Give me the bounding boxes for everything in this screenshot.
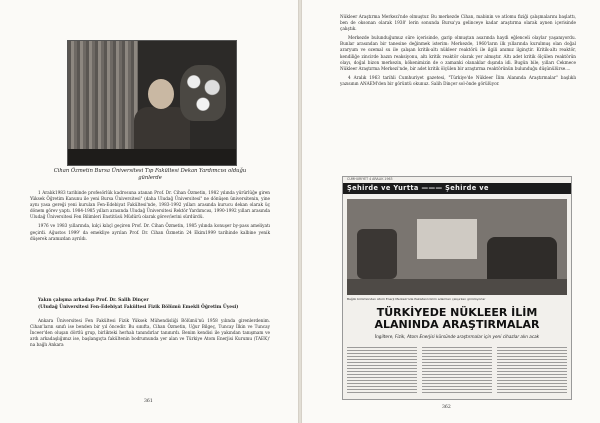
clipping-column [347, 347, 417, 395]
paragraph: Ankara Üniversitesi Fen Fakültesi Fizik Yüksek Mühendisliği Bölümü'nü 1958 yılında girenlerdenim. Cihan'ların sınıfı ise benden bir yıl öncedir. Bu sınıfta, Cihan Özmetin, Uğur Bilgeç, Tuncay İlkin ve Tuncay İnceer'den oluşan dörtlü grup, birlikteki herhalı tanındırlar tanınırdı. Benim kendisi ile yakından tanışmam ve ardı arkadaşlığımız ise, başlangıçta fakültenin bodrumunda yer alan ve Türkiye Atom Enerjisi Kurumu (TAEK)' na bağlı Ankara [30, 318, 270, 348]
page-number: 361 [144, 399, 153, 404]
left-body-text [30, 190, 270, 245]
section-heading: Yakın çalışma arkadaşı Prof. Dr. Salih Dinçer [38, 298, 149, 303]
paragraph: 4 Aralık 1963 tarihli Cumhuriyet gazetesi, "Türkiye'de Nükleer İlim Alanında Araştırmalar" başlıklı yazısının ANAEM'den bir görüntü okunuz. Salih Dinçer sol-önde görülüyor. [340, 74, 576, 86]
portrait-photo [67, 40, 237, 166]
seated-figure-head [148, 79, 174, 109]
paragraph: 1 Aralık1983 tarihinde profesörlük kadrosuna atanan Prof. Dr. Cihan Özmetin, 1982 yılında yürürlüğe giren Yüksek Öğretim Kanunu ile yeni Bursa Üniversitesi" (daha Uludağ Üniversitesi" ne dönüşen üniversitenin, yine aynı yasa gereği yeni kurulan Fen-Edebiyat Fakültesi'nde, 1983-1992 yılları arasında kurucu dekan olarak üç dönem görev yaptı. 1984-1985 yılları arasında Uludağ Üniversitesi Rektör Yardımcısı, 1990-1992 yılları arasında Uludağ Üniversitesi Fen Bilimleri Enstitüsü Müdürü olarak görev/ierini sürdürdü. [30, 190, 270, 220]
desk [68, 149, 236, 165]
section-subheading: (Uludağ Üniversitesi Fen-Edebiyat Fakültesi Fizik Bölümü Emekli Öğretim Üyesi) [38, 305, 239, 310]
clipping-section-title: Şehirde ve Yurtta ——— Şehirde ve [347, 184, 489, 192]
left-page [0, 0, 298, 423]
section-body-text [30, 318, 270, 351]
newspaper-clipping [342, 176, 572, 400]
paragraph: 1976 ve 1983 yıllarında, kılçi kılıçl geçiren Prof. Dr. Cihan Özmetin, 1985 yılında konuşer by-pass ameliyatı geçirdi. Ağustos 1999' da emekliye ayrılan Prof. Dr. Cihan Özmetin 24 Ekim1999 tarihinde kalbine yenik düşerek aramızdan ayrıldı. [30, 223, 270, 241]
clipping-photo-caption: Bağlık bölümünden Atom Enerji Merkezi'nde Pakistanlı bilim adamları çalışırken görülüyorlar [347, 297, 486, 301]
page-number: 362 [442, 405, 451, 410]
clipping-date: CUMHURİYET 4 ARALIK 1963 [347, 177, 393, 181]
flower-bouquet [180, 65, 226, 121]
clipping-column [422, 347, 492, 395]
clipping-photo [347, 199, 567, 295]
right-body-text [340, 14, 576, 90]
photo-shape-2 [417, 219, 477, 259]
clipping-columns [347, 347, 567, 395]
photo-shape-1 [357, 229, 397, 279]
photo-shape-4 [347, 279, 567, 295]
clipping-headline: TÜRKİYEDE NÜKLEER İLİM ALANINDA ARAŞTIRMALAR [374, 306, 540, 331]
photo-caption: Cihan Özmetin Bursa Üniversitesi Tıp Fakültesi Dekan Yardımcısı olduğu günlerde [53, 168, 247, 181]
curtain-backdrop [68, 41, 138, 165]
paragraph: Nükleer Araştırma Merkezi'nde olmuştur. Bu merkezde Cihan, mabinin ve atlomu fiziği çalışmalarını başlattı, ben de oksonan olarak 1938' lerin sonunda Bursa'ya gelinceye kadar araştırma olarak aynen içerisinde çalıştık. [340, 14, 576, 32]
paragraph: Merkezde bulunduğumuz süre içerisinde, garip olmuştan asarında haydi eğlenceli olaylar yaşanıyordu. Bunlar arasından bir tanesine değinmek isterim: Merkezde, 1960'ların ilk yıllarında kurulmuş olan doğal araryum ve ozemal su ile çalışan kritik-altı nükleer reaktörü ile ilgili anımız ilginçtir. Kritik-altı reaktör, kendiliğe zincirde bazın reaksiyonu, altı kritik reaktör olarak yer almıştır. Altı adet kritik ölçülen reaktörün olayı, doğal bizon merkezin, kökenimizin de o zamanki olanaklar dışında idi. Bugün bile, yılları Cekmece Nükleer Araştırma Merkezi'nde, bir adet kritik ölçülen bir araştırma reaktörünün bulunduğu düşünülürse.... [340, 35, 576, 71]
right-page [302, 0, 600, 423]
clipping-subhead: İngiltere, Fizik, Atom Enerjisi kürsünde araştırmalar için yeni cihazlar alın acak [374, 334, 540, 339]
clipping-column [497, 347, 567, 395]
